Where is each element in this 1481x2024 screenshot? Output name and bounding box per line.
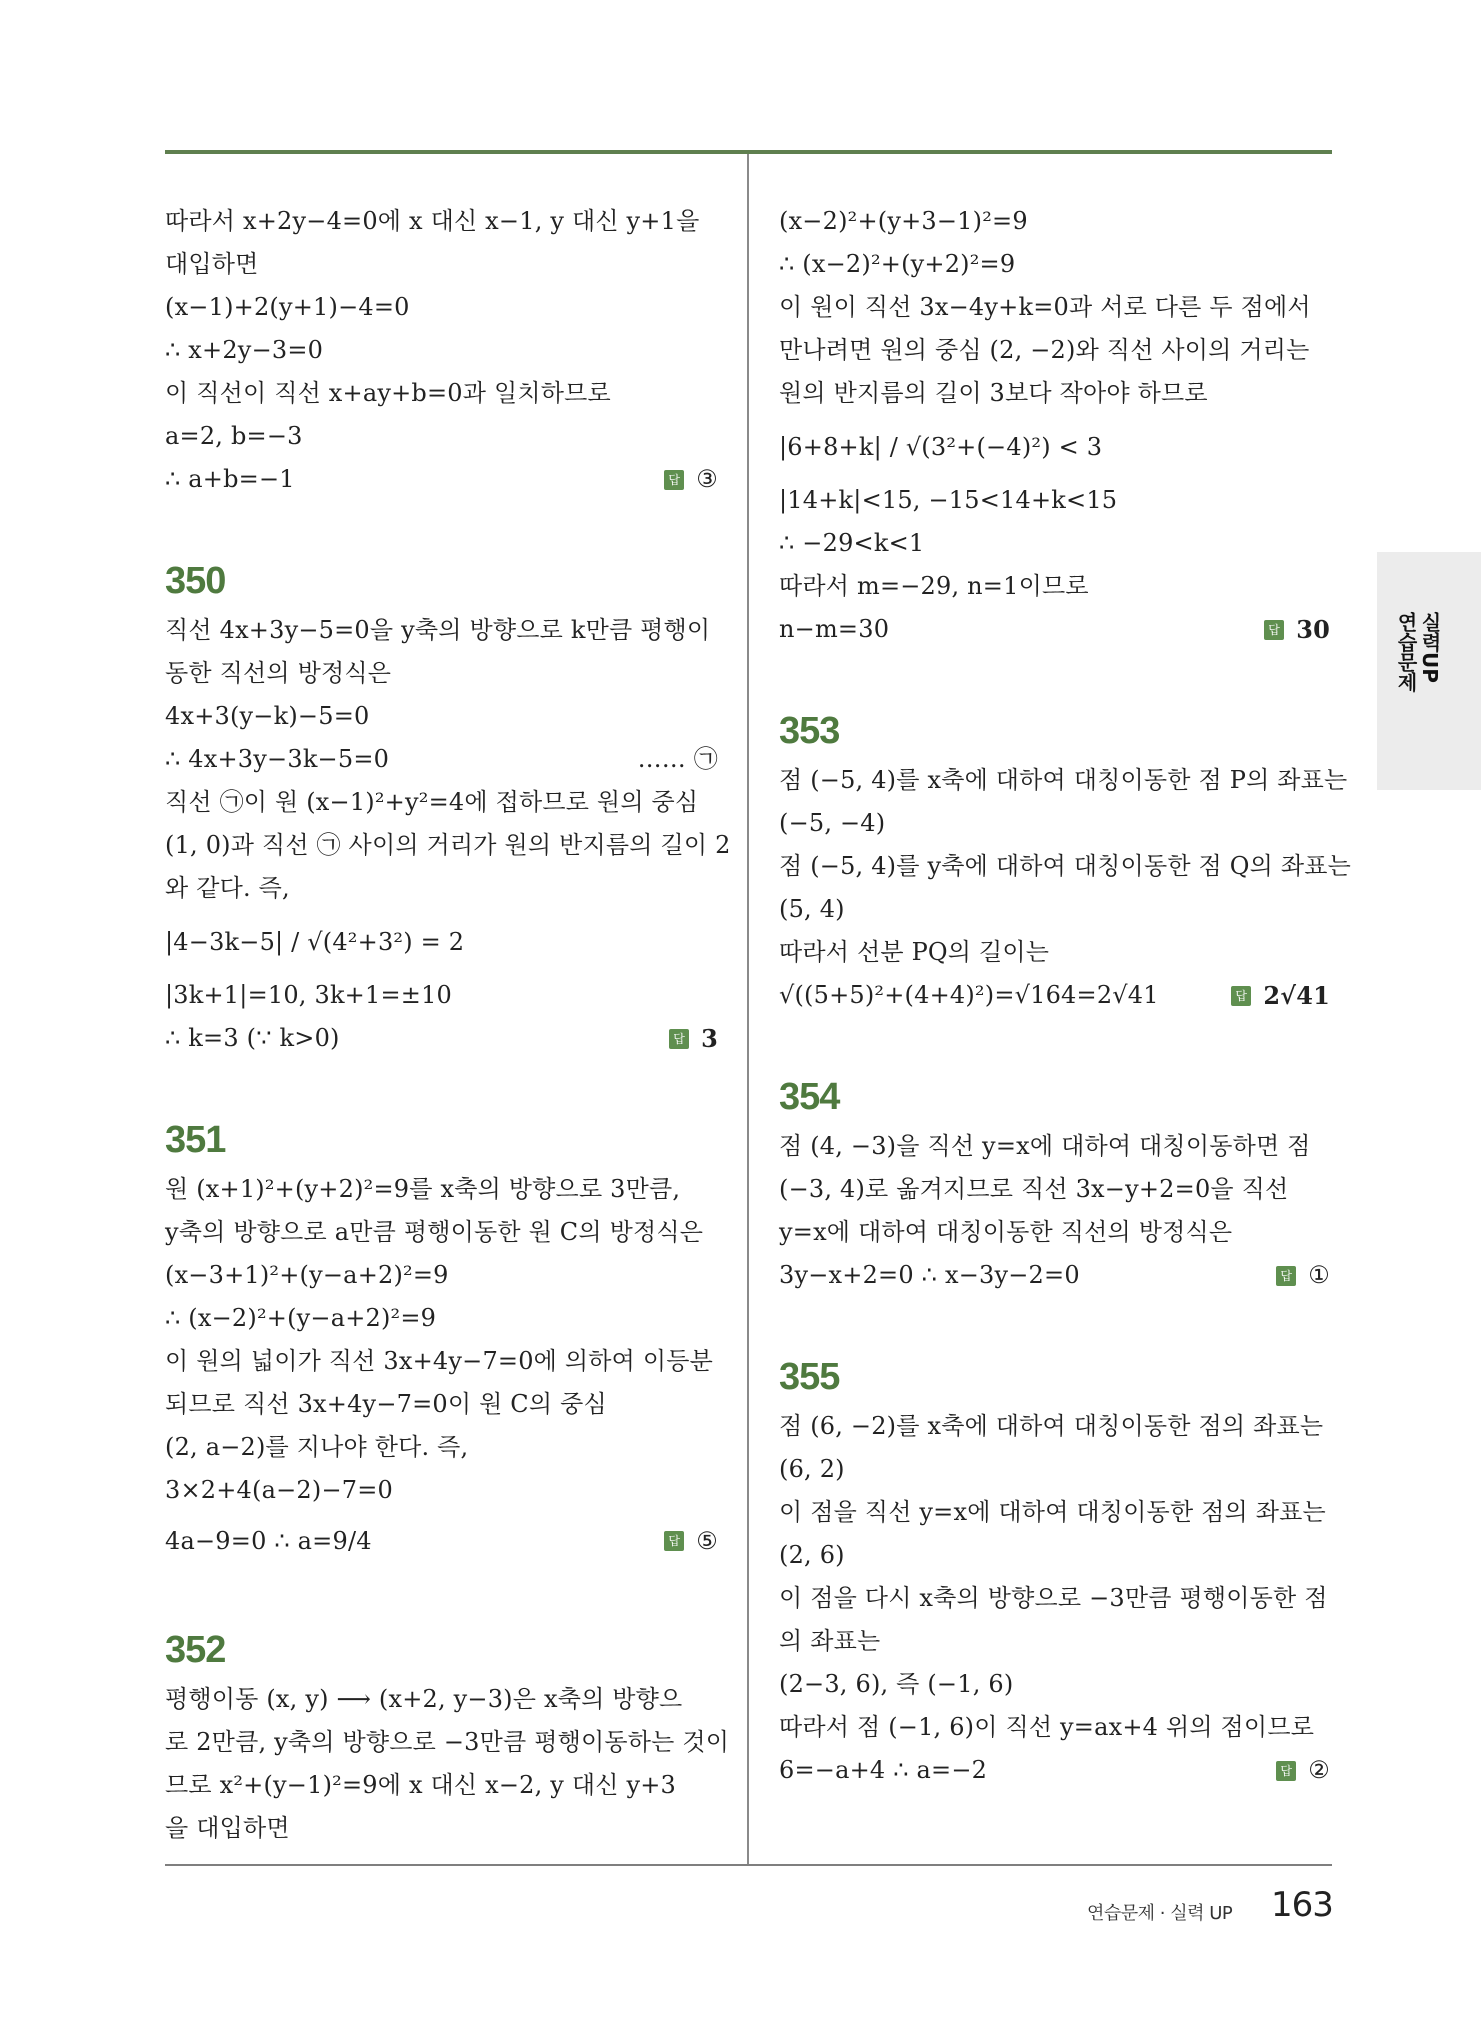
line-text: √((5+5)²+(4+4)²)=√164=2√41 [779,981,1159,1009]
text-line [779,1620,1332,1663]
line-text: n−m=30 [779,615,890,643]
line-text: 이 원의 넓이가 직선 3x+4y−7=0에 의하여 이등분 [165,1347,714,1375]
answer-box [1276,1254,1330,1297]
answer-value: ③ [696,465,718,493]
text-line [165,1211,720,1254]
line-text: ∴ k=3 (∵ k>0) [165,1024,340,1052]
section-gap [779,1017,1332,1051]
line-text: 되므로 직선 3x+4y−7=0이 원 C의 중심 [165,1390,607,1418]
answer-line [779,1749,1332,1792]
text-line [779,1706,1332,1749]
line-text: (2−3, 6), 즉 (−1, 6) [779,1670,1014,1698]
line-text: 로 2만큼, y축의 방향으로 −3만큼 평행이동하는 것이 [165,1728,730,1756]
line-text: 이 점을 직선 y=x에 대하여 대칭이동한 점의 좌표는 [779,1498,1326,1526]
line-text: 므로 x²+(y−1)²=9에 x 대신 x−2, y 대신 y+3 [165,1771,676,1799]
text-line [779,888,1332,931]
text-line [779,1491,1332,1534]
line-text: 의 좌표는 [779,1627,881,1655]
text-line [779,1534,1332,1577]
answer-line [165,1512,720,1570]
line-text: 따라서 x+2y−4=0에 x 대신 x−1, y 대신 y+1을 [165,207,700,235]
text-line [165,652,720,695]
line-text: |6+8+k| / √(3²+(−4)²) < 3 [779,433,1103,461]
answer-value: 30 [1296,615,1330,644]
section-gap [165,1060,720,1094]
line-text: (1, 0)과 직선 ㉠ 사이의 거리가 원의 반지름의 길이 2 [165,831,731,859]
text-line [165,1297,720,1340]
text-line [165,1469,720,1512]
section-gap [165,501,720,535]
line-text: |3k+1|=10, 3k+1=±10 [165,981,453,1009]
answer-value: ⑤ [696,1527,718,1555]
text-line [779,200,1332,243]
text-line [779,802,1332,845]
text-line [165,1678,720,1721]
text-line [165,1340,720,1383]
line-text: 4x+3(y−k)−5=0 [165,702,370,730]
line-text: ∴ −29<k<1 [779,529,925,557]
text-line [779,329,1332,372]
answer-mark-icon: 답 [1264,620,1284,640]
line-text: (2, a−2)를 지나야 한다. 즉, [165,1433,469,1461]
line-text: 따라서 점 (−1, 6)이 직선 y=ax+4 위의 점이므로 [779,1713,1315,1741]
line-text: 점 (−5, 4)를 y축에 대하여 대칭이동한 점 Q의 좌표는 [779,852,1351,880]
answer-box [638,738,718,781]
column-divider [747,154,749,1864]
line-text: ∴ (x−2)²+(y−a+2)²=9 [165,1304,437,1332]
text-line [165,1721,730,1764]
line-text: a=2, b=−3 [165,422,303,450]
line-text: 동한 직선의 방정식은 [165,659,392,687]
answer-mark-icon: 답 [1276,1266,1296,1286]
line-text: 대입하면 [165,250,259,278]
problem-number: 352 [165,1629,226,1671]
text-line [165,781,720,824]
line-text: (x−3+1)²+(y−a+2)²=9 [165,1261,449,1289]
answer-line [165,458,720,501]
answer-box [1276,1749,1330,1792]
line-text: 직선 4x+3y−5=0을 y축의 방향으로 k만큼 평행이 [165,616,711,644]
text-line [165,867,720,910]
text-line [779,759,1348,802]
line-text: 원 (x+1)²+(y+2)²=9를 x축의 방향으로 3만큼, [165,1175,681,1203]
text-line [779,1405,1332,1448]
answer-mark-icon: 답 [664,1531,684,1551]
line-text: 와 같다. 즉, [165,874,290,902]
section-gap [165,1570,720,1604]
line-text: (x−1)+2(y+1)−4=0 [165,293,410,321]
line-text: 이 원이 직선 3x−4y+k=0과 서로 다른 두 점에서 [779,293,1311,321]
text-line [165,1807,720,1850]
fraction-line [165,910,720,974]
section-gap [779,651,1332,685]
text-line [779,1663,1332,1706]
fraction-line [779,415,1332,479]
text-line [779,565,1332,608]
line-text: 점 (4, −3)을 직선 y=x에 대하여 대칭이동하면 점 [779,1132,1311,1160]
line-text: 따라서 선분 PQ의 길이는 [779,938,1050,966]
text-line [779,1125,1332,1168]
answer-line [779,1254,1332,1297]
text-line [165,243,720,286]
text-line [779,479,1332,522]
answer-value: 2√41 [1263,981,1330,1010]
line-text: 만나려면 원의 중심 (2, −2)와 직선 사이의 거리는 [779,336,1310,364]
text-line [165,1426,720,1469]
problem-number: 354 [779,1076,840,1118]
answer-mark-icon: 답 [664,470,684,490]
answer-line [165,738,720,781]
text-line [779,845,1351,888]
line-text: ∴ 4x+3y−3k−5=0 [165,745,390,773]
line-text: 3y−x+2=0 ∴ x−3y−2=0 [779,1261,1080,1289]
text-line [165,974,720,1017]
line-text: 을 대입하면 [165,1814,290,1842]
line-text: 평행이동 (x, y) ⟶ (x+2, y−3)은 x축의 방향으 [165,1685,683,1713]
line-text: 직선 ㉠이 원 (x−1)²+y²=4에 접하므로 원의 중심 [165,788,699,816]
left-column [165,200,731,1850]
text-line [165,329,720,372]
line-text: 이 점을 다시 x축의 방향으로 −3만큼 평행이동한 점 [779,1584,1328,1612]
line-text: |14+k|<15, −15<14+k<15 [779,486,1118,514]
line-text: (−5, −4) [779,809,886,837]
answer-box [1264,608,1330,651]
answer-mark-icon: 답 [669,1029,689,1049]
line-text: 따라서 m=−29, n=1이므로 [779,572,1089,600]
line-text: 4a−9=0 ∴ a=9/4 [165,1527,372,1555]
text-line [165,824,731,867]
text-line [165,1254,720,1297]
side-tab-title: 실력UP [1418,612,1442,683]
line-text: (−3, 4)로 옮겨지므로 직선 3x−y+2=0을 직선 [779,1175,1289,1203]
text-line [779,1577,1332,1620]
answer-box [669,1017,718,1060]
line-text: (5, 4) [779,895,845,923]
text-line [779,931,1332,974]
answer-line [779,608,1332,651]
section-gap [779,1297,1332,1331]
text-line [779,286,1332,329]
text-line [165,286,720,329]
line-text: 점 (6, −2)를 x축에 대하여 대칭이동한 점의 좌표는 [779,1412,1324,1440]
line-text: y축의 방향으로 a만큼 평행이동한 원 C의 방정식은 [165,1218,704,1246]
text-line [779,243,1332,286]
text-line [165,1168,720,1211]
answer-box [664,1512,718,1570]
bottom-rule [165,1864,1332,1866]
answer-value: …… ㉠ [637,745,718,773]
side-tab-subtitle: 연습문제 [1394,612,1418,692]
text-line [779,372,1332,415]
right-column [779,200,1351,1792]
line-text: ∴ x+2y−3=0 [165,336,324,364]
problem-number: 355 [779,1356,840,1398]
answer-box [1231,974,1330,1017]
line-text: 이 직선이 직선 x+ay+b=0과 일치하므로 [165,379,611,407]
answer-line [779,974,1332,1017]
problem-number: 350 [165,560,226,602]
text-line [165,1383,720,1426]
text-line [165,1764,720,1807]
line-text: (x−2)²+(y+3−1)²=9 [779,207,1028,235]
text-line [779,1168,1332,1211]
text-line [165,609,720,652]
answer-mark-icon: 답 [1231,986,1251,1006]
line-text: ∴ a+b=−1 [165,465,295,493]
answer-box [664,458,718,501]
line-text: 점 (−5, 4)를 x축에 대하여 대칭이동한 점 P의 좌표는 [779,766,1348,794]
page-number: 163 [1271,1885,1333,1925]
text-line [165,695,720,738]
line-text: (2, 6) [779,1541,845,1569]
answer-mark-icon: 답 [1276,1761,1296,1781]
line-text: (6, 2) [779,1455,845,1483]
answer-value: ② [1308,1756,1330,1784]
footer-section-label: 연습문제 · 실력 UP [1087,1903,1233,1924]
line-text: y=x에 대하여 대칭이동한 직선의 방정식은 [779,1218,1233,1246]
text-line [779,1448,1332,1491]
text-line [779,522,1332,565]
line-text: 원의 반지름의 길이 3보다 작아야 하므로 [779,379,1208,407]
line-text: ∴ (x−2)²+(y+2)²=9 [779,250,1016,278]
answer-value: ① [1308,1261,1330,1289]
answer-value: 3 [701,1024,718,1053]
line-text: 3×2+4(a−2)−7=0 [165,1476,393,1504]
line-text: |4−3k−5| / √(4²+3²) = 2 [165,928,465,956]
problem-number: 353 [779,710,840,752]
text-line [779,1211,1332,1254]
text-line [165,372,720,415]
chapter-side-tab [1377,552,1481,790]
text-line [165,415,720,458]
text-line [165,200,720,243]
problem-number: 351 [165,1119,226,1161]
answer-line [165,1017,720,1060]
line-text: 6=−a+4 ∴ a=−2 [779,1756,988,1784]
